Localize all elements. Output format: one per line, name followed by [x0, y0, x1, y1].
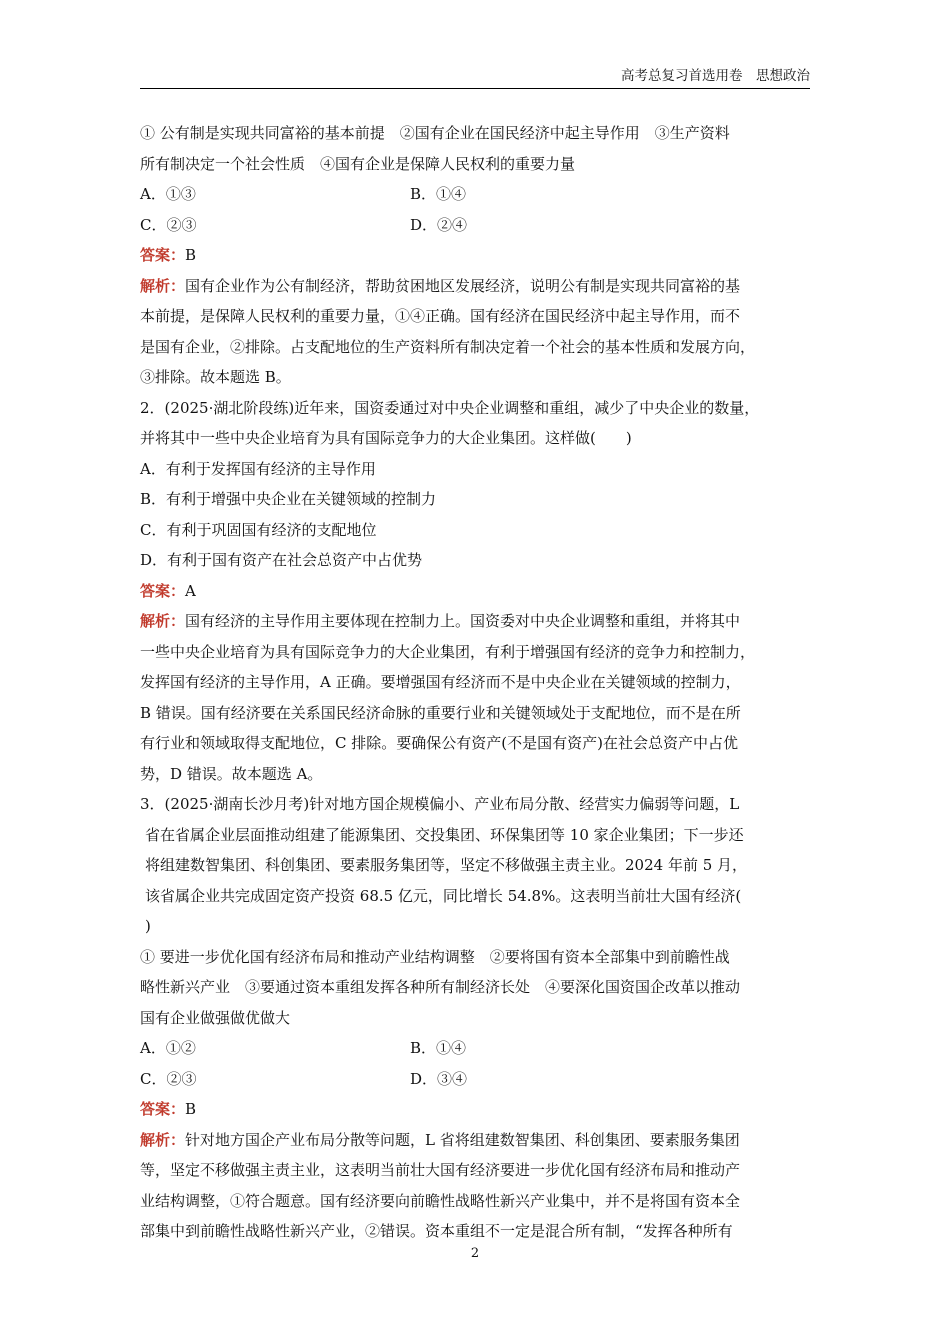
- q3-analysis-text-1: 针对地方国企产业布局分散等问题，L 省将组建数智集团、科创集团、要素服务集团: [185, 1130, 740, 1149]
- q3-statements-line-1: ① 要进一步优化国有经济布局和推动产业结构调整 ②要将国有资本全部集中到前瞻性战: [140, 947, 730, 966]
- q1-answer-value: B: [185, 246, 197, 264]
- q3-stem-line-3: 将组建数智集团、科创集团、要素服务集团等，坚定不移做强主责主业。2024 年前 5 月，: [145, 856, 748, 874]
- q3-analysis-line-2: 等，坚定不移做强主责主业，这表明当前壮大国有经济要进一步优化国有经济布局和推动产: [140, 1161, 741, 1179]
- q3-stem-line-5: ): [145, 917, 151, 935]
- answer-label: 答案：: [140, 246, 186, 264]
- q2-analysis-text-1: 国有经济的主导作用主要体现在控制力上。国资委对中央企业调整和重组，并将其中: [185, 612, 741, 630]
- q1-analysis-line-4: ③排除。故本题选 B。: [140, 368, 291, 386]
- q1-options-row-2: [140, 210, 810, 241]
- q1-option-d: D．②④: [410, 215, 468, 234]
- q2-analysis-line-5: 有行业和领域取得支配地位，C 排除。要确保公有资产(不是国有资产)在社会总资产中占优: [140, 734, 738, 752]
- q3-stem-line-4: 该省属企业共完成固定资产投资 68.5 亿元，同比增长 54.8%。这表明当前壮大国有经济(: [145, 886, 742, 905]
- q2-stem-line-1: 2．(2025·湖北阶段练)近年来，国资委通过对中央企业调整和重组，减少了中央企业的数量，: [140, 398, 760, 417]
- q3-stem-line-2: 省在省属企业层面推动组建了能源集团、交投集团、环保集团等 10 家企业集团；下一步还: [145, 825, 744, 844]
- q3-option-a: A．①②: [140, 1039, 196, 1057]
- answer-label: 答案：: [140, 581, 186, 600]
- q1-analysis-line-3: 是国有企业，②排除。占支配地位的生产资料所有制决定着一个社会的基本性质和发展方向，: [140, 337, 756, 356]
- page-header: [140, 64, 810, 89]
- q2-option-c: C．有利于巩固国有经济的支配地位: [140, 520, 377, 539]
- q3-analysis-line-4: 部集中到前瞻性战略性新兴产业，②错误。资本重组不一定是混合所有制，“发挥各种所有: [140, 1222, 733, 1240]
- q1-analysis-line-2: 本前提，是保障人民权利的重要力量，①④正确。国有经济在国民经济中起主导作用，而不: [140, 307, 741, 325]
- q2-answer-value: A: [185, 581, 196, 600]
- q2-analysis-line-1: [140, 606, 810, 637]
- header-title: 高考总复习首选用卷 思想政治: [621, 68, 810, 84]
- page-number: 2: [470, 1246, 480, 1261]
- analysis-label: 解析：: [140, 276, 186, 295]
- document-body: [140, 118, 810, 1247]
- q1-option-c: C．②③: [140, 215, 197, 234]
- q2-option-a: A．有利于发挥国有经济的主导作用: [140, 459, 376, 478]
- answer-label: 答案：: [140, 1100, 186, 1118]
- q2-analysis-line-4: B 错误。国有经济要在关系国民经济命脉的重要行业和关键领域处于支配地位，而不是在所: [140, 703, 741, 722]
- q3-answer-value: B: [185, 1100, 197, 1118]
- q3-options-row-2: [140, 1064, 810, 1095]
- q1-analysis-line-1: [140, 271, 810, 302]
- q2-answer: [140, 576, 810, 607]
- q3-statements-line-2: 略性新兴产业 ③要通过资本重组发挥各种所有制经济长处 ④要深化国资国企改革以推动: [140, 978, 741, 996]
- q2-analysis-line-3: 发挥国有经济的主导作用，A 正确。要增强国有经济而不是中央企业在关键领域的控制力，: [140, 673, 741, 691]
- q2-stem-line-2: 并将其中一些中央企业培育为具有国际竞争力的大企业集团。这样做( ): [140, 429, 632, 447]
- q3-option-b: B．①④: [410, 1039, 467, 1057]
- q1-options-row-1: [140, 179, 810, 210]
- q1-statements-line-2: 所有制决定一个社会性质 ④国有企业是保障人民权利的重要力量: [140, 154, 576, 173]
- q2-option-d: D．有利于国有资产在社会总资产中占优势: [140, 551, 423, 569]
- analysis-label: 解析：: [140, 1130, 186, 1149]
- q3-option-d: D．③④: [410, 1069, 468, 1088]
- q2-analysis-line-2: 一些中央企业培育为具有国际竞争力的大企业集团，有利于增强国有经济的竞争力和控制力，: [140, 642, 756, 661]
- q2-option-b: B．有利于增强中央企业在关键领域的控制力: [140, 490, 437, 508]
- q3-stem-line-1: 3．(2025·湖南长沙月考)针对地方国企规模偏小、产业布局分散、经营实力偏弱等问题，L: [140, 795, 740, 813]
- q3-answer: [140, 1094, 810, 1125]
- q3-analysis-line-1: [140, 1125, 810, 1156]
- q1-option-b: B．①④: [410, 185, 467, 203]
- q3-options-row-1: [140, 1033, 810, 1064]
- q1-statements-line-1: ① 公有制是实现共同富裕的基本前提 ②国有企业在国民经济中起主导作用 ③生产资料: [140, 124, 730, 142]
- q1-analysis-text-1: 国有企业作为公有制经济，帮助贫困地区发展经济，说明公有制是实现共同富裕的基: [185, 276, 741, 295]
- q2-analysis-line-6: 势，D 错误。故本题选 A。: [140, 764, 323, 783]
- q3-analysis-line-3: 业结构调整，①符合题意。国有经济要向前瞻性战略性新兴产业集中，并不是将国有资本全: [140, 1191, 741, 1210]
- q1-option-a: A．①③: [140, 185, 196, 203]
- q3-statements-line-3: 国有企业做强做优做大: [140, 1008, 291, 1027]
- q3-option-c: C．②③: [140, 1069, 197, 1088]
- analysis-label: 解析：: [140, 612, 186, 630]
- q1-answer: [140, 240, 810, 271]
